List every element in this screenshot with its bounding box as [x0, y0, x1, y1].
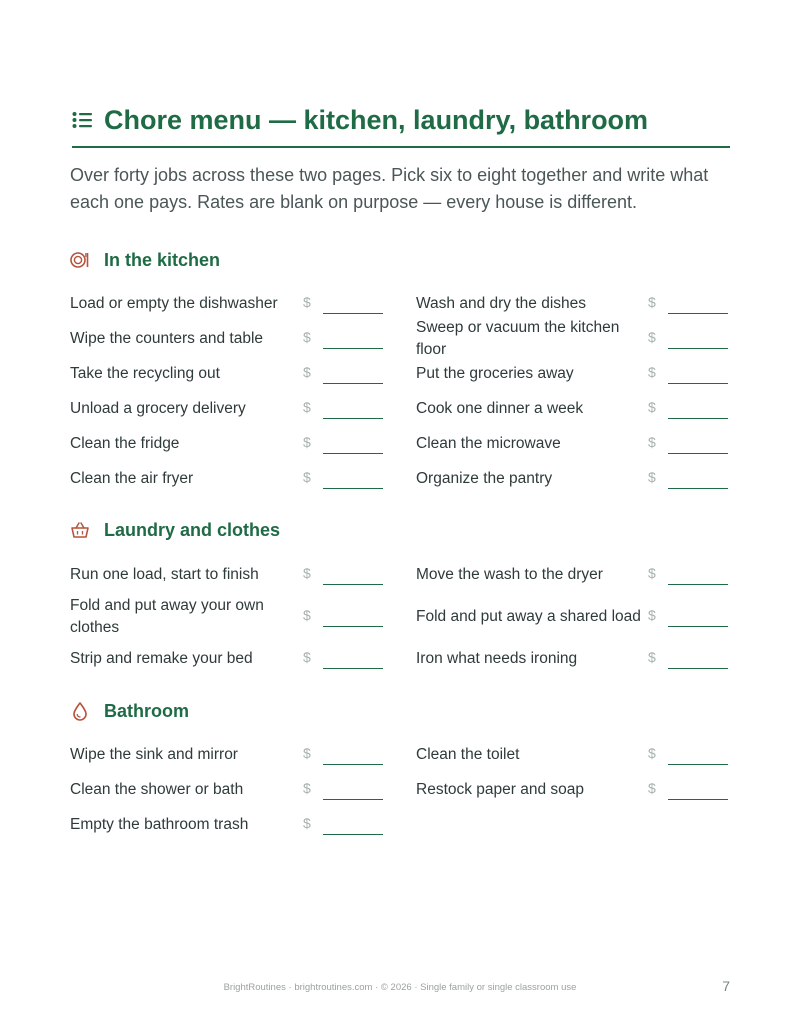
chore-label: Restock paper and soap [416, 781, 585, 798]
chore-label: Take the recycling out [70, 365, 220, 382]
chore-label: Put the groceries away [416, 365, 574, 382]
chore-label: Fold and put away a shared load [416, 608, 641, 625]
chore-label: Wash and dry the dishes [416, 295, 587, 312]
chore-label: Unload a grocery delivery [70, 400, 246, 417]
chore-label: Clean the microwave [416, 435, 561, 452]
rate-blank-line[interactable] [323, 453, 383, 454]
dollar-sign: $ [303, 294, 311, 310]
dollar-sign: $ [303, 780, 311, 796]
section-label: In the kitchen [104, 249, 221, 270]
dollar-sign: $ [648, 469, 656, 485]
chore-label: Fold and put away your own clothes [70, 597, 264, 636]
dollar-sign: $ [648, 434, 656, 450]
chore-row [416, 553, 728, 597]
dollar-sign: $ [303, 565, 311, 581]
dollar-sign: $ [303, 607, 311, 623]
dollar-sign: $ [648, 329, 656, 345]
chore-label: Clean the toilet [416, 746, 520, 763]
rate-blank-line[interactable] [668, 383, 728, 384]
water-drop-icon [70, 701, 90, 721]
page-number: 7 [722, 978, 730, 994]
rate-blank-line[interactable] [668, 668, 728, 669]
footer: BrightRoutines · brightroutines.com · © 2026 · Single family or single classroom use [223, 982, 577, 993]
dollar-sign: $ [648, 649, 656, 665]
dollar-sign: $ [648, 294, 656, 310]
dollar-sign: $ [303, 364, 311, 380]
rate-blank-line[interactable] [323, 584, 383, 585]
chore-row [70, 595, 383, 639]
rate-blank-line[interactable] [323, 764, 383, 765]
chore-row [70, 637, 383, 681]
rate-blank-line[interactable] [323, 488, 383, 489]
dollar-sign: $ [303, 399, 311, 415]
chore-label: Wipe the counters and table [70, 330, 264, 347]
section-label: Bathroom [104, 700, 189, 721]
chore-label: Clean the fridge [70, 435, 180, 452]
chore-label: Run one load, start to finish [70, 566, 259, 583]
title-text: Chore menu — kitchen, laundry, bathroom [104, 104, 649, 135]
list-icon [72, 111, 92, 129]
rate-blank-line[interactable] [323, 418, 383, 419]
chore-label: Strip and remake your bed [70, 650, 253, 667]
rate-blank-line[interactable] [323, 626, 383, 627]
dollar-sign: $ [303, 815, 311, 831]
rate-blank-line[interactable] [323, 799, 383, 800]
chore-row [70, 457, 383, 501]
intro-paragraph: Over forty jobs across these two pages. Pick six to eight together and write what each one pays. Rates are blank on purpose — every house is different. [70, 165, 709, 212]
rate-blank-line[interactable] [323, 313, 383, 314]
chore-label: Load or empty the dishwasher [70, 295, 278, 312]
chore-label: Sweep or vacuum the kitchen floor [416, 319, 620, 358]
dollar-sign: $ [648, 565, 656, 581]
dollar-sign: $ [303, 329, 311, 345]
rate-blank-line[interactable] [323, 348, 383, 349]
laundry-basket-icon [70, 521, 90, 539]
chore-row [416, 595, 728, 639]
rate-blank-line[interactable] [668, 348, 728, 349]
rate-blank-line[interactable] [668, 584, 728, 585]
dollar-sign: $ [648, 364, 656, 380]
chore-label: Cook one dinner a week [416, 400, 584, 417]
rate-blank-line[interactable] [668, 488, 728, 489]
page-title [72, 98, 730, 148]
chore-label: Organize the pantry [416, 470, 553, 487]
dollar-sign: $ [648, 745, 656, 761]
rate-blank-line[interactable] [323, 668, 383, 669]
rate-blank-line[interactable] [323, 383, 383, 384]
dollar-sign: $ [648, 399, 656, 415]
chore-label: Move the wash to the dryer [416, 566, 603, 583]
rate-blank-line[interactable] [668, 764, 728, 765]
chore-row [70, 803, 383, 847]
section-label: Laundry and clothes [104, 519, 281, 540]
plate-cutlery-icon [70, 251, 90, 269]
rate-blank-line[interactable] [668, 626, 728, 627]
chore-label: Iron what needs ironing [416, 650, 578, 667]
chore-label: Empty the bathroom trash [70, 816, 249, 833]
chore-label: Clean the air fryer [70, 470, 194, 487]
chore-row [416, 637, 728, 681]
rate-blank-line[interactable] [668, 313, 728, 314]
dollar-sign: $ [648, 607, 656, 623]
dollar-sign: $ [648, 780, 656, 796]
chore-label: Wipe the sink and mirror [70, 746, 238, 763]
chore-row [70, 553, 383, 597]
dollar-sign: $ [303, 745, 311, 761]
rate-blank-line[interactable] [668, 418, 728, 419]
chore-label: Clean the shower or bath [70, 781, 244, 798]
dollar-sign: $ [303, 649, 311, 665]
rate-blank-line[interactable] [668, 453, 728, 454]
section-heading-kitchen [70, 248, 220, 272]
chore-row [416, 457, 728, 501]
rate-blank-line[interactable] [323, 834, 383, 835]
chore-row [416, 768, 728, 812]
dollar-sign: $ [303, 434, 311, 450]
rate-blank-line[interactable] [668, 799, 728, 800]
section-heading-bathroom [70, 699, 189, 723]
section-heading-laundry [70, 518, 280, 542]
dollar-sign: $ [303, 469, 311, 485]
